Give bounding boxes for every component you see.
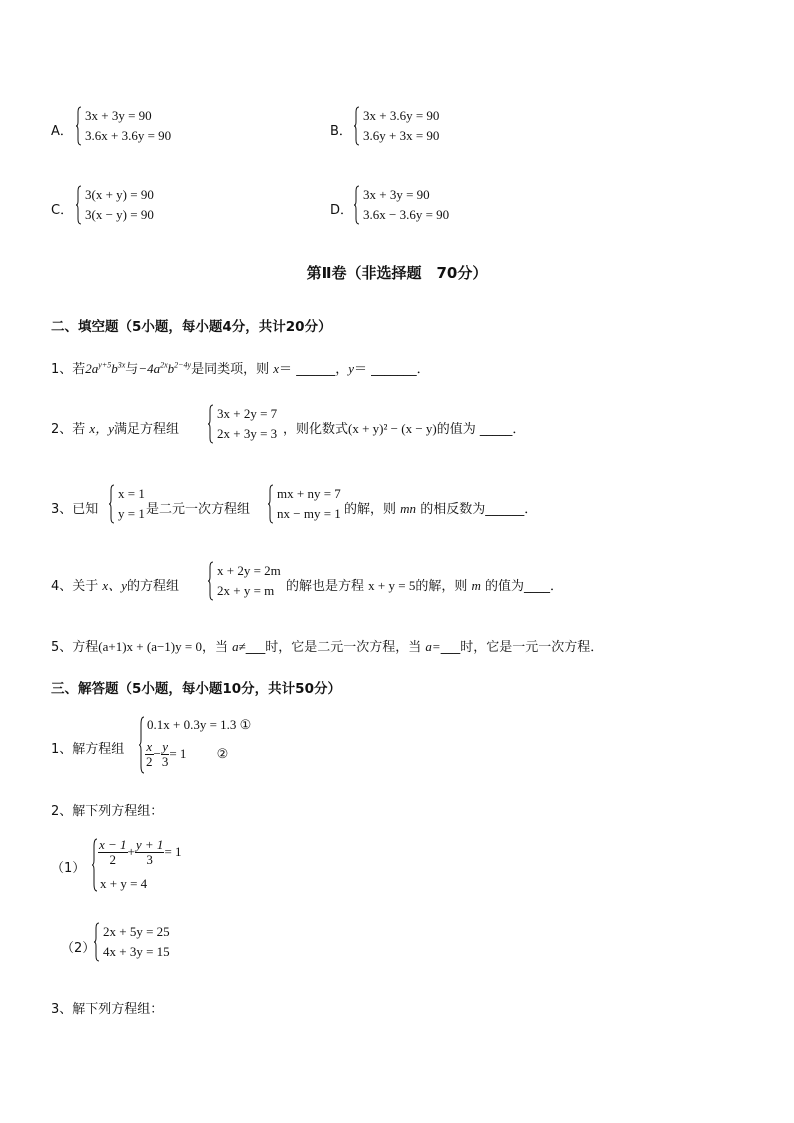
- option-b-label: B．: [330, 124, 352, 139]
- option-c-eq1: 3(x + y) = 90: [85, 187, 154, 202]
- part-1-eq1: $\frac{x - 1}{2}$ + $\frac{y + 1}{3}$ = 1: [99, 837, 182, 867]
- option-b-eq2: 3.6y + 3x = 90: [363, 128, 440, 143]
- option-a-eq2: 3.6x + 3.6y = 90: [85, 128, 172, 143]
- option-d-eq2: 3.6x − 3.6y = 90: [363, 207, 450, 222]
- part-2-system: 2x + 5y = 25 4x + 3y = 15: [94, 922, 170, 962]
- option-a-system: [76, 106, 171, 146]
- fill-question-3-suffix: 的解，则 mn 的相反数为______．: [344, 501, 538, 517]
- fill-question-5: 5、方程(a+1)x + (a−1)y = 0，当 a≠___时，它是二元一次方程，当 a=___时，它是一元一次方程．: [51, 639, 604, 655]
- part-1-label: （1）: [51, 861, 86, 876]
- brace-icon: [354, 106, 360, 146]
- part2-title: 第Ⅱ卷（非选择题 70分）: [306, 264, 488, 282]
- solve-question-3: 3、解下列方程组：: [51, 1002, 164, 1017]
- fill-question-4-prefix: 4、关于 x、y的方程组: [51, 578, 179, 594]
- blank[interactable]: _____: [479, 422, 513, 437]
- option-c-eq2: 3(x − y) = 90: [85, 207, 154, 222]
- option-d-system: [354, 185, 449, 225]
- blank[interactable]: ___: [245, 640, 266, 655]
- brace-icon: [268, 484, 274, 524]
- brace-icon: [208, 561, 214, 601]
- question-2-system: 3x + 2y = 7 2x + 3y = 3: [208, 404, 277, 444]
- part-2-label: （2）: [61, 941, 96, 956]
- option-d-eq1: 3x + 3y = 90: [363, 187, 430, 202]
- solve-question-1-eq2: $\frac{x}{2}$ − $\frac{y}{3}$ = 1 ②: [146, 739, 229, 769]
- option-c-system: [76, 185, 154, 225]
- option-d-label: D．: [330, 203, 354, 218]
- blank[interactable]: ______: [485, 502, 525, 517]
- blank[interactable]: _______: [371, 362, 417, 377]
- blank[interactable]: ____: [524, 579, 551, 594]
- fill-question-2-prefix: 2、若 x，y满足方程组: [51, 421, 179, 437]
- brace-icon: [76, 106, 82, 146]
- solve-question-2: 2、解下列方程组：: [51, 804, 164, 819]
- section2-heading: 二、填空题（5小题，每小题4分，共计20分）: [51, 319, 332, 335]
- part-1-eq2: x + y = 4: [100, 876, 148, 891]
- fill-question-3-mid: 是二元一次方程组: [146, 502, 251, 517]
- option-b-system: [354, 106, 439, 146]
- fill-question-4-suffix: 的解也是方程 x + y = 5的解，则 m 的值为____．: [286, 578, 564, 594]
- option-a-eq1: 3x + 3y = 90: [85, 108, 152, 123]
- option-b-eq1: 3x + 3.6y = 90: [363, 108, 440, 123]
- blank[interactable]: ___: [440, 640, 461, 655]
- solve-question-1-prefix: 1、解方程组: [51, 742, 125, 757]
- question-3-solution: x = 1 y = 1: [109, 484, 145, 524]
- question-3-system: mx + ny = 7 nx − my = 1: [268, 484, 341, 524]
- fill-question-2-suffix: ，则化数式(x + y)² − (x − y)的值为 _____．: [283, 421, 526, 437]
- question-4-system: x + 2y = 2m 2x + y = m: [208, 561, 281, 601]
- blank[interactable]: ______: [296, 362, 336, 377]
- brace-icon: [109, 484, 115, 524]
- brace-icon: [76, 185, 82, 225]
- brace-icon: [94, 922, 100, 962]
- option-c-label: C．: [51, 203, 74, 218]
- fill-question-1: 1、若$2a^{y+5}b^{3x}$与$-4a^{2x}b^{2-4y}$是同类项，则 x＝ ______，y＝ _______．: [51, 360, 430, 377]
- section3-heading: 三、解答题（5小题，每小题10分，共计50分）: [51, 681, 341, 697]
- brace-icon: [208, 404, 214, 444]
- solve-question-1-eq1: 0.1x + 0.3y = 1.3 ①: [147, 717, 252, 732]
- option-a-label: A．: [51, 124, 73, 139]
- fill-question-3-prefix: 3、已知: [51, 502, 99, 517]
- brace-icon: [354, 185, 360, 225]
